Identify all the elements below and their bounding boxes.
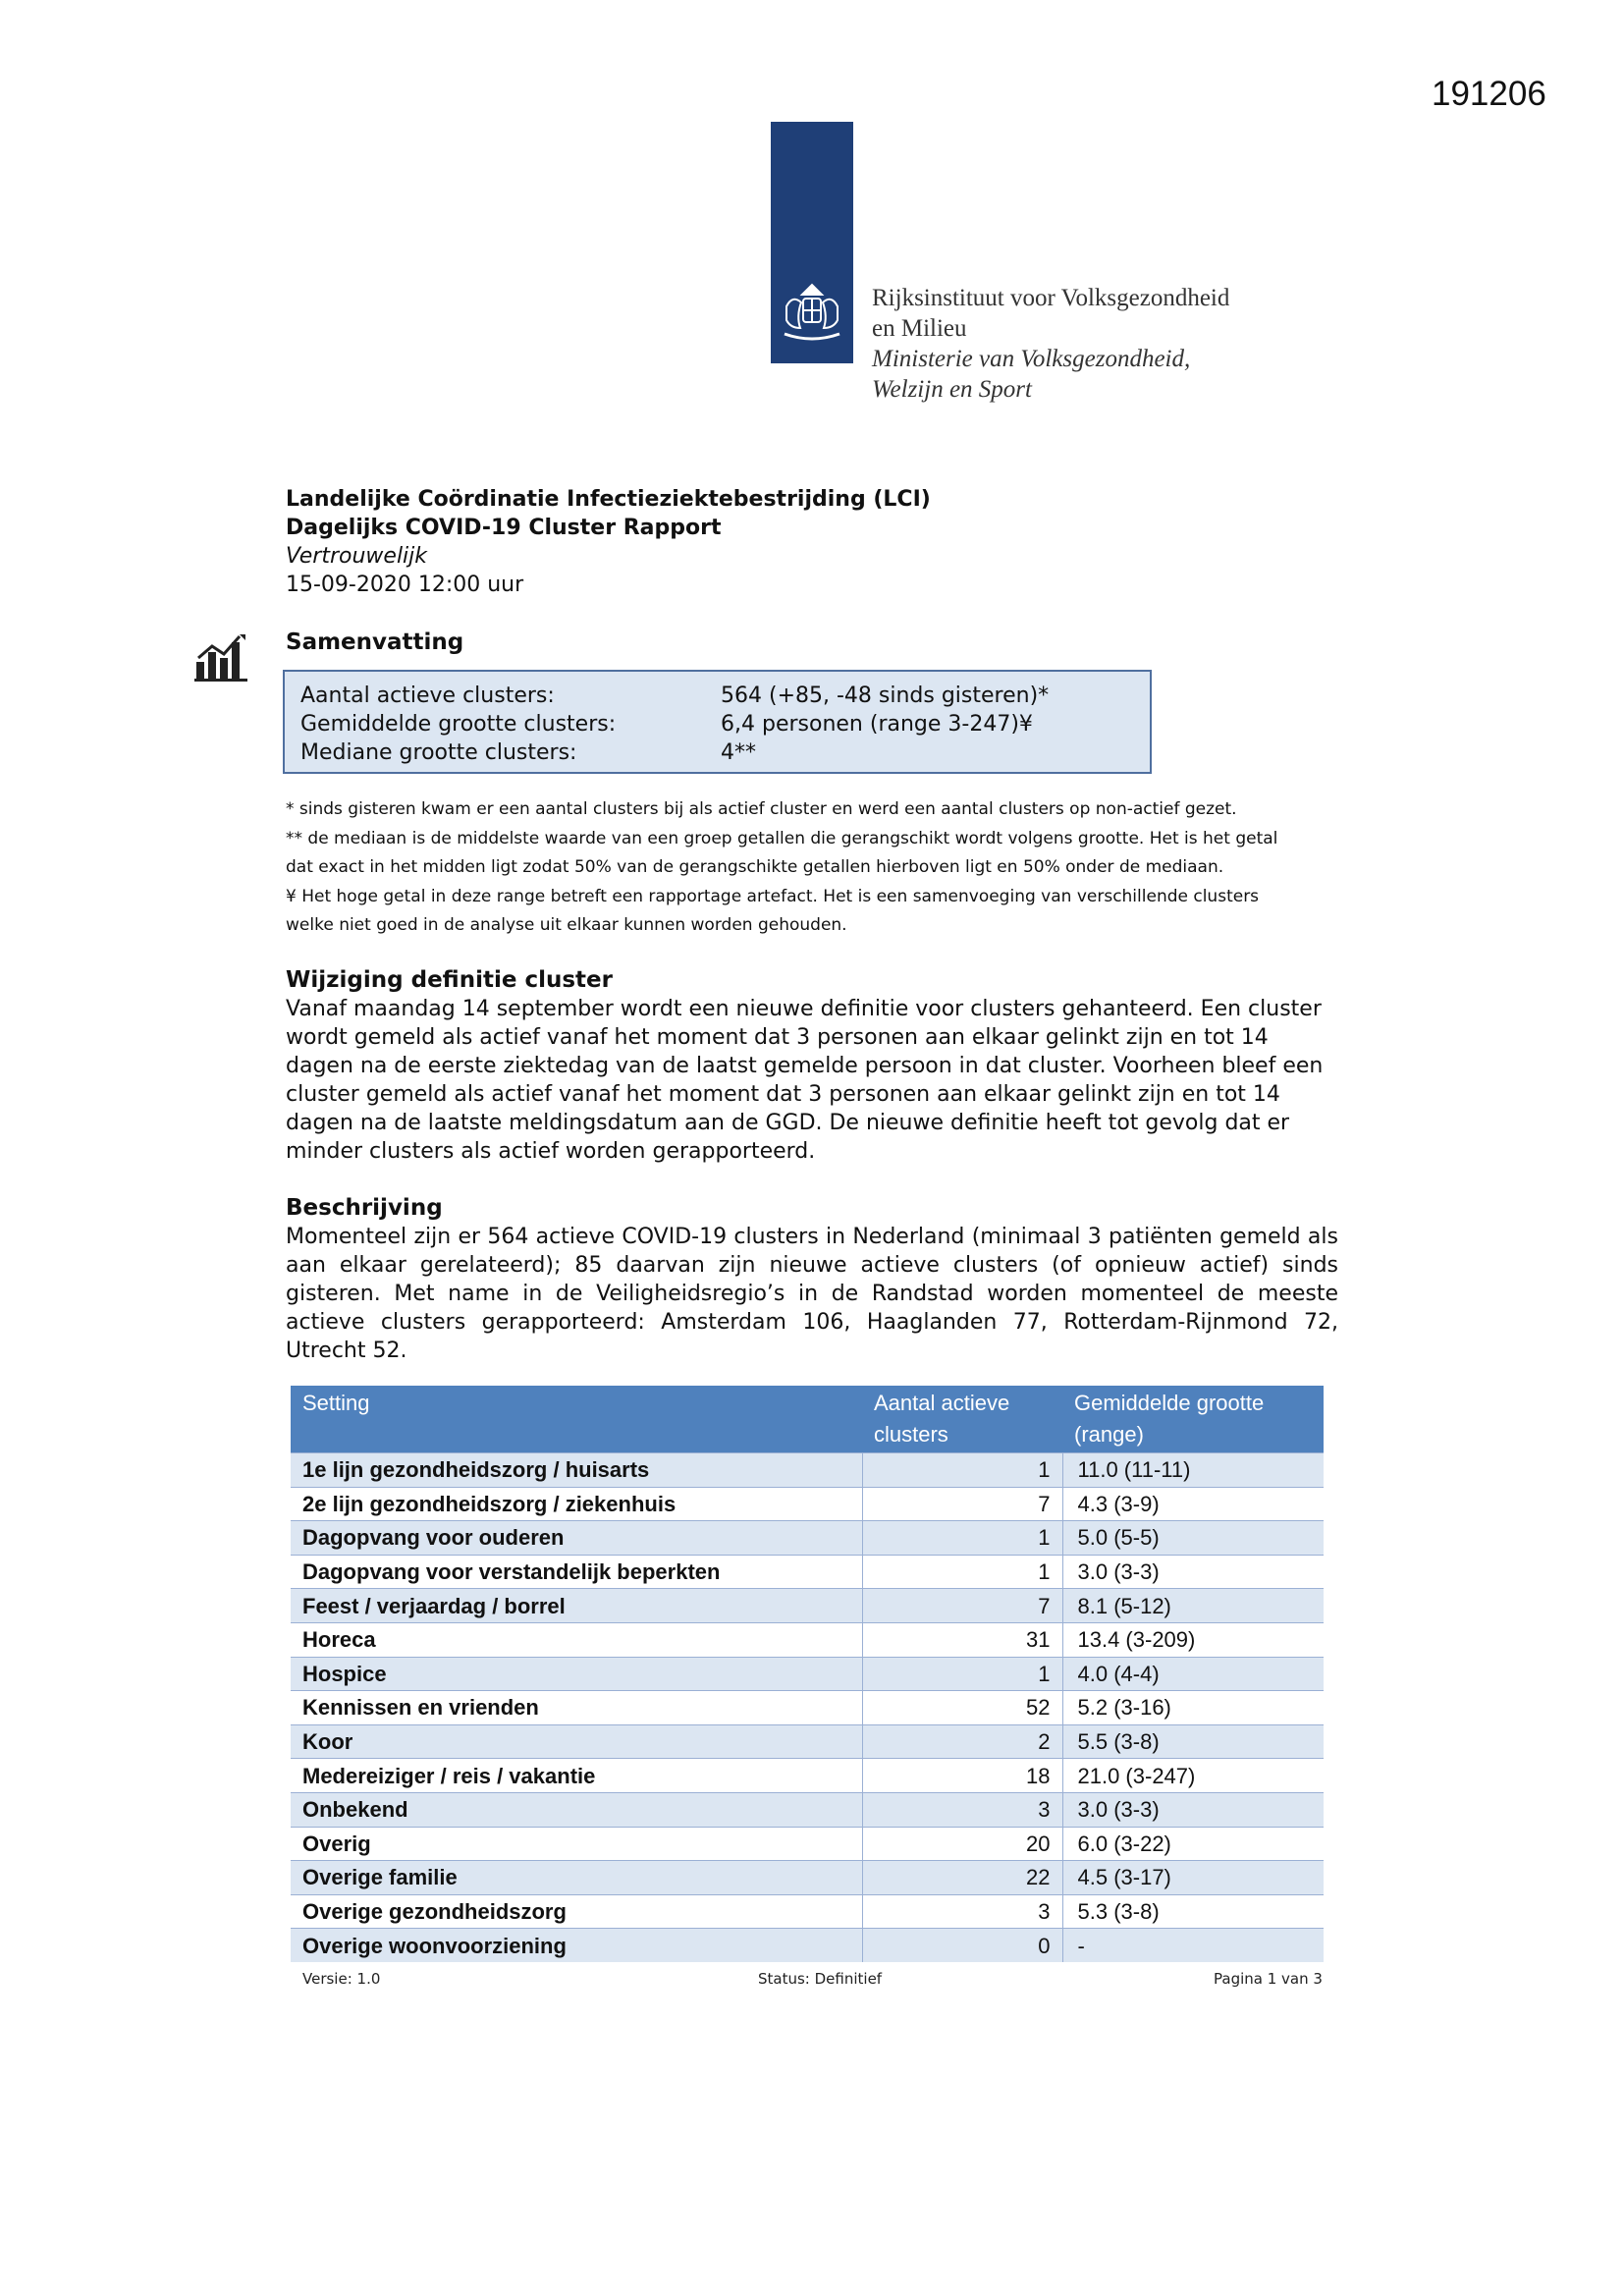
header-title: Landelijke Coördinatie Infectieziektebestrijding (LCI) [286,487,931,512]
bar-chart-icon [194,632,247,682]
setting-cell: Horeca [291,1622,862,1657]
summary-box [283,670,1152,774]
summary-value: 564 (+85, -48 sinds gisteren)* [721,683,1050,708]
average-size-cell: 3.0 (3-3) [1062,1792,1324,1827]
setting-cell: Feest / verjaardag / borrel [291,1589,862,1623]
summary-row [300,738,1150,767]
summary-row [300,710,1150,738]
table-row [291,1861,1324,1895]
rijksoverheid-logo-bar [771,122,853,363]
definition-heading: Wijziging definitie cluster [286,967,613,993]
average-size-cell: 3.0 (3-3) [1062,1555,1324,1589]
footnotes [286,795,1444,941]
summary-row [300,682,1150,710]
table-row [291,1487,1324,1521]
setting-cell: Medereiziger / reis / vakantie [291,1759,862,1793]
footnote: ¥ Het hoge getal in deze range betreft een rapportage artefact. Het is een samenvoeging van verschillende clusters [286,886,1260,906]
footer-page-number: Pagina 1 van 3 [1214,1970,1323,1988]
column-header-count: Aantal actieve clusters [862,1386,1062,1453]
ministry-line-1: Ministerie van Volksgezondheid, [872,346,1191,372]
setting-cell: Onbekend [291,1792,862,1827]
cluster-count-cell: 22 [862,1861,1062,1895]
average-size-cell: 4.5 (3-17) [1062,1861,1324,1895]
cluster-count-cell: 7 [862,1487,1062,1521]
setting-cell: Overige woonvoorziening [291,1929,862,1962]
footnote: * sinds gisteren kwam er een aantal clusters bij als actief cluster en werd een aantal clusters op non-actief gezet. [286,799,1237,819]
footnote: welke niet goed in de analyse uit elkaar kunnen worden gehouden. [286,915,847,935]
cluster-count-cell: 31 [862,1622,1062,1657]
cluster-count-cell: 20 [862,1827,1062,1861]
definition-line: dagen na de laatste meldingsdatum aan de GGD. De nieuwe definitie heeft tot gevolg dat er [286,1111,1290,1135]
definition-line: cluster gemeld als actief vanaf het moment dat 3 personen aan elkaar gelinkt zijn en tot 14 [286,1082,1280,1107]
cluster-count-cell: 1 [862,1521,1062,1556]
organization-name [872,283,1363,405]
setting-cell: Overige gezondheidszorg [291,1894,862,1929]
table-row [291,1724,1324,1759]
cluster-count-cell: 3 [862,1894,1062,1929]
table-row [291,1827,1324,1861]
average-size-cell: 5.3 (3-8) [1062,1894,1324,1929]
average-size-cell: 21.0 (3-247) [1062,1759,1324,1793]
footnote: ** de mediaan is de middelste waarde van een groep getallen die gerangschikt wordt volgens grootte. Het is het getal [286,828,1278,848]
definition-line: Vanaf maandag 14 september wordt een nieuwe definitie voor clusters gehanteerd. Een cluster [286,997,1322,1021]
cluster-settings-table [291,1386,1324,1962]
definition-line: wordt gemeld als actief vanaf het moment dat 3 personen aan elkaar gelinkt zijn en tot 14 [286,1025,1269,1050]
setting-cell: 2e lijn gezondheidszorg / ziekenhuis [291,1487,862,1521]
definition-line: dagen na de eerste ziektedag van de laatst gemelde persoon in dat cluster. Voorheen bleef een [286,1054,1324,1078]
cluster-count-cell: 1 [862,1453,1062,1488]
table-row [291,1622,1324,1657]
footnote: dat exact in het midden ligt zodat 50% van de gerangschikte getallen hierboven ligt en 50% onder de mediaan. [286,857,1224,877]
table-row [291,1589,1324,1623]
table-row [291,1691,1324,1725]
cluster-count-cell: 1 [862,1657,1062,1691]
average-size-cell: 13.4 (3-209) [1062,1622,1324,1657]
summary-label: Gemiddelde grootte clusters: [300,712,617,737]
column-header-setting: Setting [291,1386,862,1453]
summary-value: 6,4 personen (range 3-247)¥ [721,712,1033,737]
org-line-2: en Milieu [872,315,967,342]
column-header-average: Gemiddelde grootte (range) [1062,1386,1324,1453]
definition-line: minder clusters als actief worden gerapporteerd. [286,1139,816,1164]
table-row [291,1894,1324,1929]
cluster-count-cell: 2 [862,1724,1062,1759]
average-size-cell: 11.0 (11-11) [1062,1453,1324,1488]
confidential-label: Vertrouwelijk [286,544,428,569]
table-row [291,1521,1324,1556]
cluster-count-cell: 0 [862,1929,1062,1962]
average-size-cell: 4.3 (3-9) [1062,1487,1324,1521]
average-size-cell: 8.1 (5-12) [1062,1589,1324,1623]
setting-cell: Dagopvang voor verstandelijk beperkten [291,1555,862,1589]
setting-cell: Dagopvang voor ouderen [291,1521,862,1556]
average-size-cell: 5.2 (3-16) [1062,1691,1324,1725]
summary-label: Aantal actieve clusters: [300,683,555,708]
cluster-count-cell: 7 [862,1589,1062,1623]
setting-cell: Overig [291,1827,862,1861]
description-paragraph: Momenteel zijn er 564 actieve COVID-19 clusters in Nederland (minimaal 3 patiënten gemeld als aan elkaar gerelateerd); 85 daarvan zijn nieuwe actieve clusters (of opnieuw actief) sinds gisteren. Met name in de Veiligheidsregio’s in de Randstad worden momenteel de meeste actieve clusters gerapporteerd: Amsterdam 106, Haaglanden 77, Rotterdam-Rijnmond 72, Utrecht 52. [286,1225,1338,1363]
document-number: 191206 [1432,75,1546,113]
document-header [286,485,931,599]
cluster-count-cell: 18 [862,1759,1062,1793]
footer-version: Versie: 1.0 [302,1970,381,1988]
summary-heading: Samenvatting [286,629,464,655]
table-row [291,1792,1324,1827]
setting-cell: Hospice [291,1657,862,1691]
setting-cell: Overige familie [291,1861,862,1895]
average-size-cell: 6.0 (3-22) [1062,1827,1324,1861]
footer-status: Status: Definitief [758,1970,883,1988]
average-size-cell: - [1062,1929,1324,1962]
setting-cell: Koor [291,1724,862,1759]
average-size-cell: 5.5 (3-8) [1062,1724,1324,1759]
table-row [291,1453,1324,1488]
average-size-cell: 5.0 (5-5) [1062,1521,1324,1556]
setting-cell: Kennissen en vrienden [291,1691,862,1725]
cluster-count-cell: 3 [862,1792,1062,1827]
average-size-cell: 4.0 (4-4) [1062,1657,1324,1691]
ministry-line-2: Welzijn en Sport [872,376,1032,403]
description-heading: Beschrijving [286,1195,443,1221]
org-line-1: Rijksinstituut voor Volksgezondheid [872,285,1230,311]
summary-label: Mediane grootte clusters: [300,740,577,765]
report-datetime: 15-09-2020 12:00 uur [286,573,524,597]
table-row [291,1929,1324,1962]
cluster-count-cell: 52 [862,1691,1062,1725]
table-row [291,1555,1324,1589]
coat-of-arms-icon [773,277,851,346]
summary-value: 4** [721,740,756,765]
definition-paragraph [286,995,1425,1166]
setting-cell: 1e lijn gezondheidszorg / huisarts [291,1453,862,1488]
table-header-row [291,1386,1324,1453]
cluster-count-cell: 1 [862,1555,1062,1589]
report-title: Dagelijks COVID-19 Cluster Rapport [286,516,722,540]
table-row [291,1657,1324,1691]
table-row [291,1759,1324,1793]
